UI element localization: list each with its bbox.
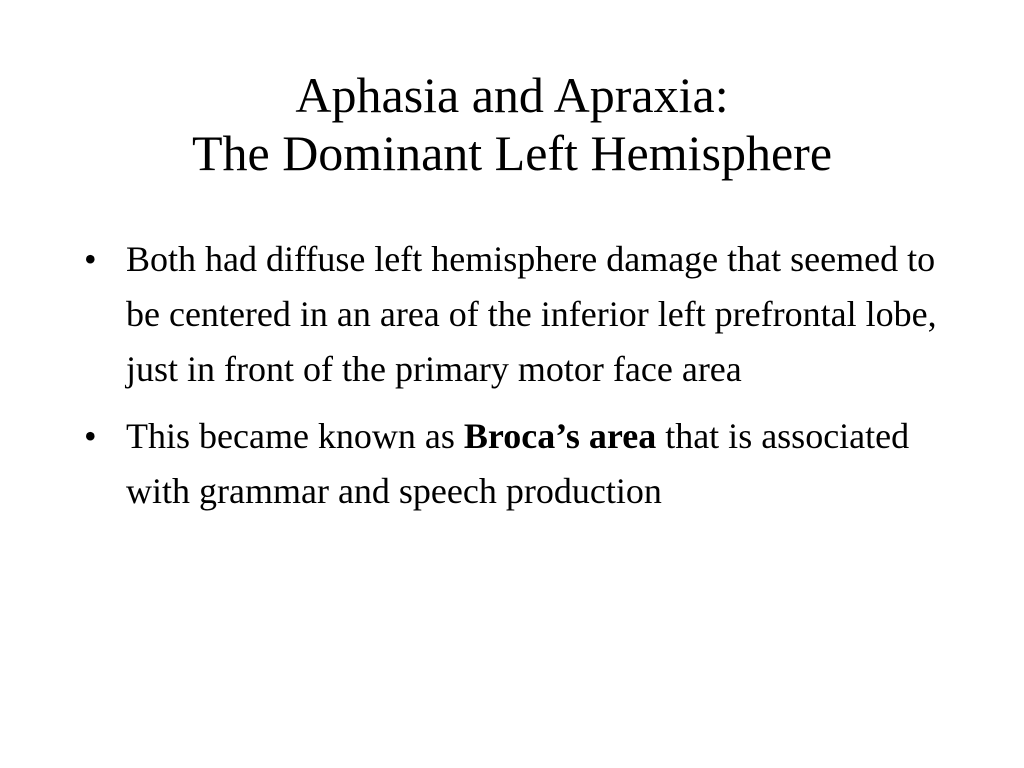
bullet-marker-2: • xyxy=(84,416,97,456)
bullet-text-2-before: This became known as xyxy=(126,416,464,456)
bullet-list xyxy=(84,232,944,531)
bullet-marker-1: • xyxy=(84,239,97,279)
broca-area-emphasis: Broca’s area xyxy=(463,416,657,456)
title-line-1: Aphasia and Apraxia: xyxy=(295,67,729,123)
bullet-text-1: Both had diffuse left hemisphere damage that seemed to be centered in an area of the inferior left prefrontal lobe, just in front of the primary motor face area xyxy=(126,239,937,389)
bullet-item-1 xyxy=(84,232,944,397)
title-line-2: The Dominant Left Hemisphere xyxy=(191,125,833,181)
bullet-text-2-after: that is associated with grammar and speech production xyxy=(126,416,910,511)
slide-title xyxy=(0,66,1024,182)
bullet-item-2 xyxy=(84,409,944,519)
bullet-text-2 xyxy=(126,409,944,519)
